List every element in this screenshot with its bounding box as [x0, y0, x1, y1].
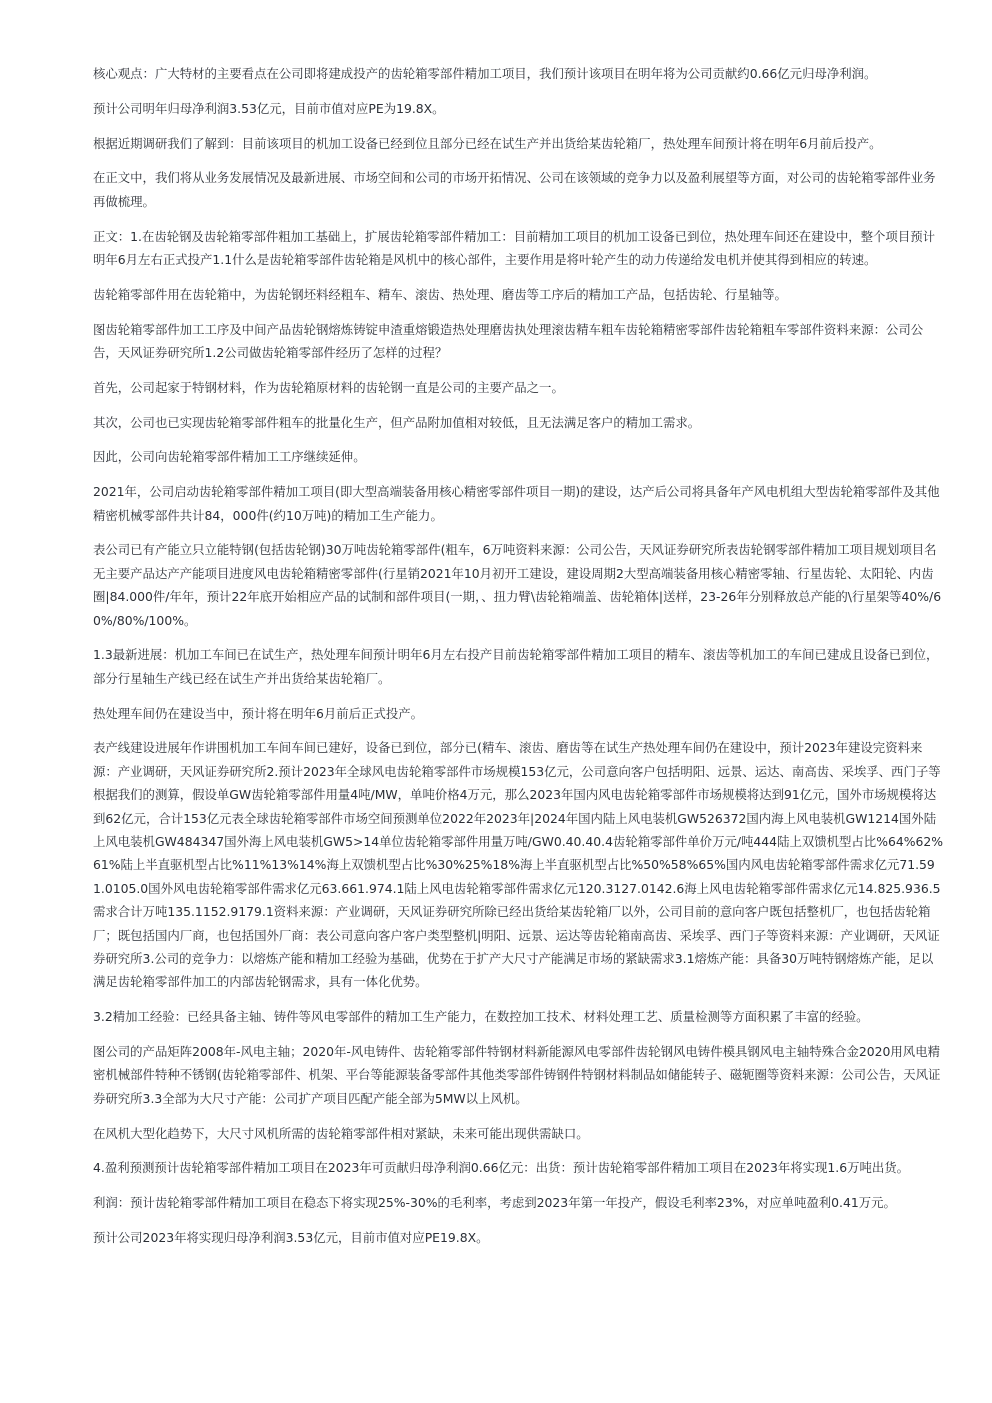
paragraph: 1.3最新进展：机加工车间已在试生产，热处理车间预计明年6月左右投产目前齿轮箱零部件精加工项目的精车、滚齿等机加工的车间已建成且设备已到位，部分行星轴生产线已经在试生产并出货给某齿轮箱厂。	[93, 647, 939, 686]
paragraph: 图公司的产品矩阵2008年-风电主轴；2020年-风电铸件、齿轮箱零部件特钢材料新能源风电零部件齿轮钢风电铸件模具钢风电主轴特殊合金2020用风电精密机械部件特种不锈钢(齿轮箱零部件、机架、平台等能源装备零部件其他类零部件铸钢件特钢材料制品如储能转子、磁轭圈等资料来源：公司公告，天风证券研究所3.3全部为大尺寸产能：公司扩产项目匹配产能全部为5MW以上风机。	[93, 1044, 941, 1106]
paragraph: 表产线建设进展年作讲围机加工车间车间已建好，设备已到位，部分已(精车、滚齿、磨齿等在试生产热处理车间仍在建设中，预计2023年建设完资料来源：产业调研，天风证券研究所2.预计2023年全球风电齿轮箱零部件市场规模153亿元，公司意向客户包括明阳、远景、运达、南高齿、采埃孚、西门子等根据我们的测算，假设单GW齿轮箱零部件用量4吨/MW，单吨价格4万元，那么2023年国内风电齿轮箱零部件市场规模将达到91亿元，国外市场规模将达到62亿元，合计153亿元表全球齿轮箱零部件市场空间预测单位2022年2023年|2024年国内陆上风电装机GW526372国内海上风电装机GW1214国外陆上风电装机GW484347国外海上风电装机GW5>14单位齿轮箱零部件用量万吨/GW0.40.40.4齿轮箱零部件单价万元/吨444陆上双馈机型占比%64%62%61%陆上半直驱机型占比%11%13%14%海上双馈机型占比%30%25%18%海上半直驱机型占比%50%58%65%国内风电齿轮箱零部件需求亿元71.591.0105.0国外风电齿轮箱零部件需求亿元63.661.974.1陆上风电齿轮箱零部件需求亿元120.3127.0142.6海上风电齿轮箱零部件需求亿元14.825.936.5需求合计万吨135.1152.9179.1资料来源：产业调研，天风证券研究所除已经出货给某齿轮箱厂以外，公司目前的意向客户既包括整机厂，也包括齿轮箱厂；既包括国内厂商，也包括国外厂商：表公司意向客户客户类型整机|明阳、远景、运达等齿轮箱南高齿、采埃孚、西门子等资料来源：产业调研，天风证券研究所3.公司的竞争力：以熔炼产能和精加工经验为基础，优势在于扩产大尺寸产能满足市场的紧缺需求3.1熔炼产能：具备30万吨特钢熔炼产能，足以满足齿轮箱零部件加工的内部齿轮钢需求，具有一体化优势。	[93, 740, 944, 990]
paragraph: 3.2精加工经验：已经具备主轴、铸件等风电零部件的精加工生产能力，在数控加工技术、材料处理工艺、质量检测等方面积累了丰富的经验。	[93, 1009, 869, 1025]
paragraph: 利润：预计齿轮箱零部件精加工项目在稳态下将实现25%-30%的毛利率，考虑到2023年第一年投产，假设毛利率23%，对应单吨盈利0.41万元。	[93, 1195, 896, 1211]
paragraph: 核心观点：广大特材的主要看点在公司即将建成投产的齿轮箱零部件精加工项目，我们预计该项目在明年将为公司贡献约0.66亿元归母净利润。	[93, 66, 877, 81]
paragraph: 首先，公司起家于特钢材料，作为齿轮箱原材料的齿轮钢一直是公司的主要产品之一。	[93, 379, 564, 395]
article-body	[93, 62, 945, 1261]
paragraph: 齿轮箱零部件用在齿轮箱中，为齿轮钢坯料经粗车、精车、滚齿、热处理、磨齿等工序后的精加工产品，包括齿轮、行星轴等。	[93, 286, 787, 302]
paragraph: 表公司已有产能立只立能特钢(包括齿轮钢)30万吨齿轮箱零部件(粗车，6万吨资料来源：公司公告，天风证券研究所表齿轮钢零部件精加工项目规划项目名无主要产品达产产能项目进度风电齿轮箱精密零部件(行星销2021年10月初开工建设，建设周期2大型高端装备用核心精密零轴、行星齿轮、太阳轮、内齿圈|84.000件/年年，预计22年底开始相应产品的试制和部件项目(一期，、扭力臂\齿轮箱端盖、齿轮箱体|送样，23-26年分别释放总产能的\行星架等40%/60%/80%/100%。	[93, 542, 942, 628]
paragraph: 热处理车间仍在建设当中，预计将在明年6月前后正式投产。	[93, 705, 424, 721]
paragraph: 其次，公司也已实现齿轮箱零部件粗车的批量化生产，但产品附加值相对较低，且无法满足客户的精加工需求。	[93, 414, 701, 430]
paragraph: 在正文中，我们将从业务发展情况及最新进展、市场空间和公司的市场开拓情况、公司在该领域的竞争力以及盈利展望等方面，对公司的齿轮箱零部件业务再做梳理。	[93, 170, 936, 209]
paragraph: 图齿轮箱零部件加工工序及中间产品齿轮钢熔炼铸锭申渣重熔锻造热处理磨齿执处理滚齿精车粗车齿轮箱精密零部件齿轮箱粗车零部件资料来源：公司公告，天风证券研究所1.2公司做齿轮箱零部件经历了怎样的过程？	[93, 321, 924, 360]
paragraph: 根据近期调研我们了解到：目前该项目的机加工设备已经到位且部分已经在试生产并出货给某齿轮箱厂，热处理车间预计将在明年6月前后投产。	[93, 135, 882, 151]
paragraph: 2021年，公司启动齿轮箱零部件精加工项目(即大型高端装备用核心精密零部件项目一期)的建设，达产后公司将具备年产风电机组大型齿轮箱零部件及其他精密机械零部件共计84，000件(约10万吨)的精加工生产能力。	[93, 484, 940, 523]
paragraph: 4.盈利预测预计齿轮箱零部件精加工项目在2023年可贡献归母净利润0.66亿元：出货：预计齿轮箱零部件精加工项目在2023年将实现1.6万吨出货。	[93, 1160, 910, 1176]
paragraph: 因此，公司向齿轮箱零部件精加工工序继续延伸。	[93, 449, 366, 465]
paragraph: 预计公司2023年将实现归母净利润3.53亿元，目前市值对应PE19.8X。	[93, 1230, 489, 1246]
paragraph: 预计公司明年归母净利润3.53亿元，目前市值对应PE为19.8X。	[93, 100, 445, 116]
paragraph: 在风机大型化趋势下，大尺寸风机所需的齿轮箱零部件相对紧缺，未来可能出现供需缺口。	[93, 1125, 589, 1141]
paragraph: 正文：1.在齿轮钢及齿轮箱零部件粗加工基础上，扩展齿轮箱零部件精加工：目前精加工项目的机加工设备已到位，热处理车间还在建设中，整个项目预计明年6月左右正式投产1.1什么是齿轮箱零部件齿轮箱是风机中的核心部件，主要作用是将叶轮产生的动力传递给发电机并使其得到相应的转速。	[93, 228, 935, 267]
